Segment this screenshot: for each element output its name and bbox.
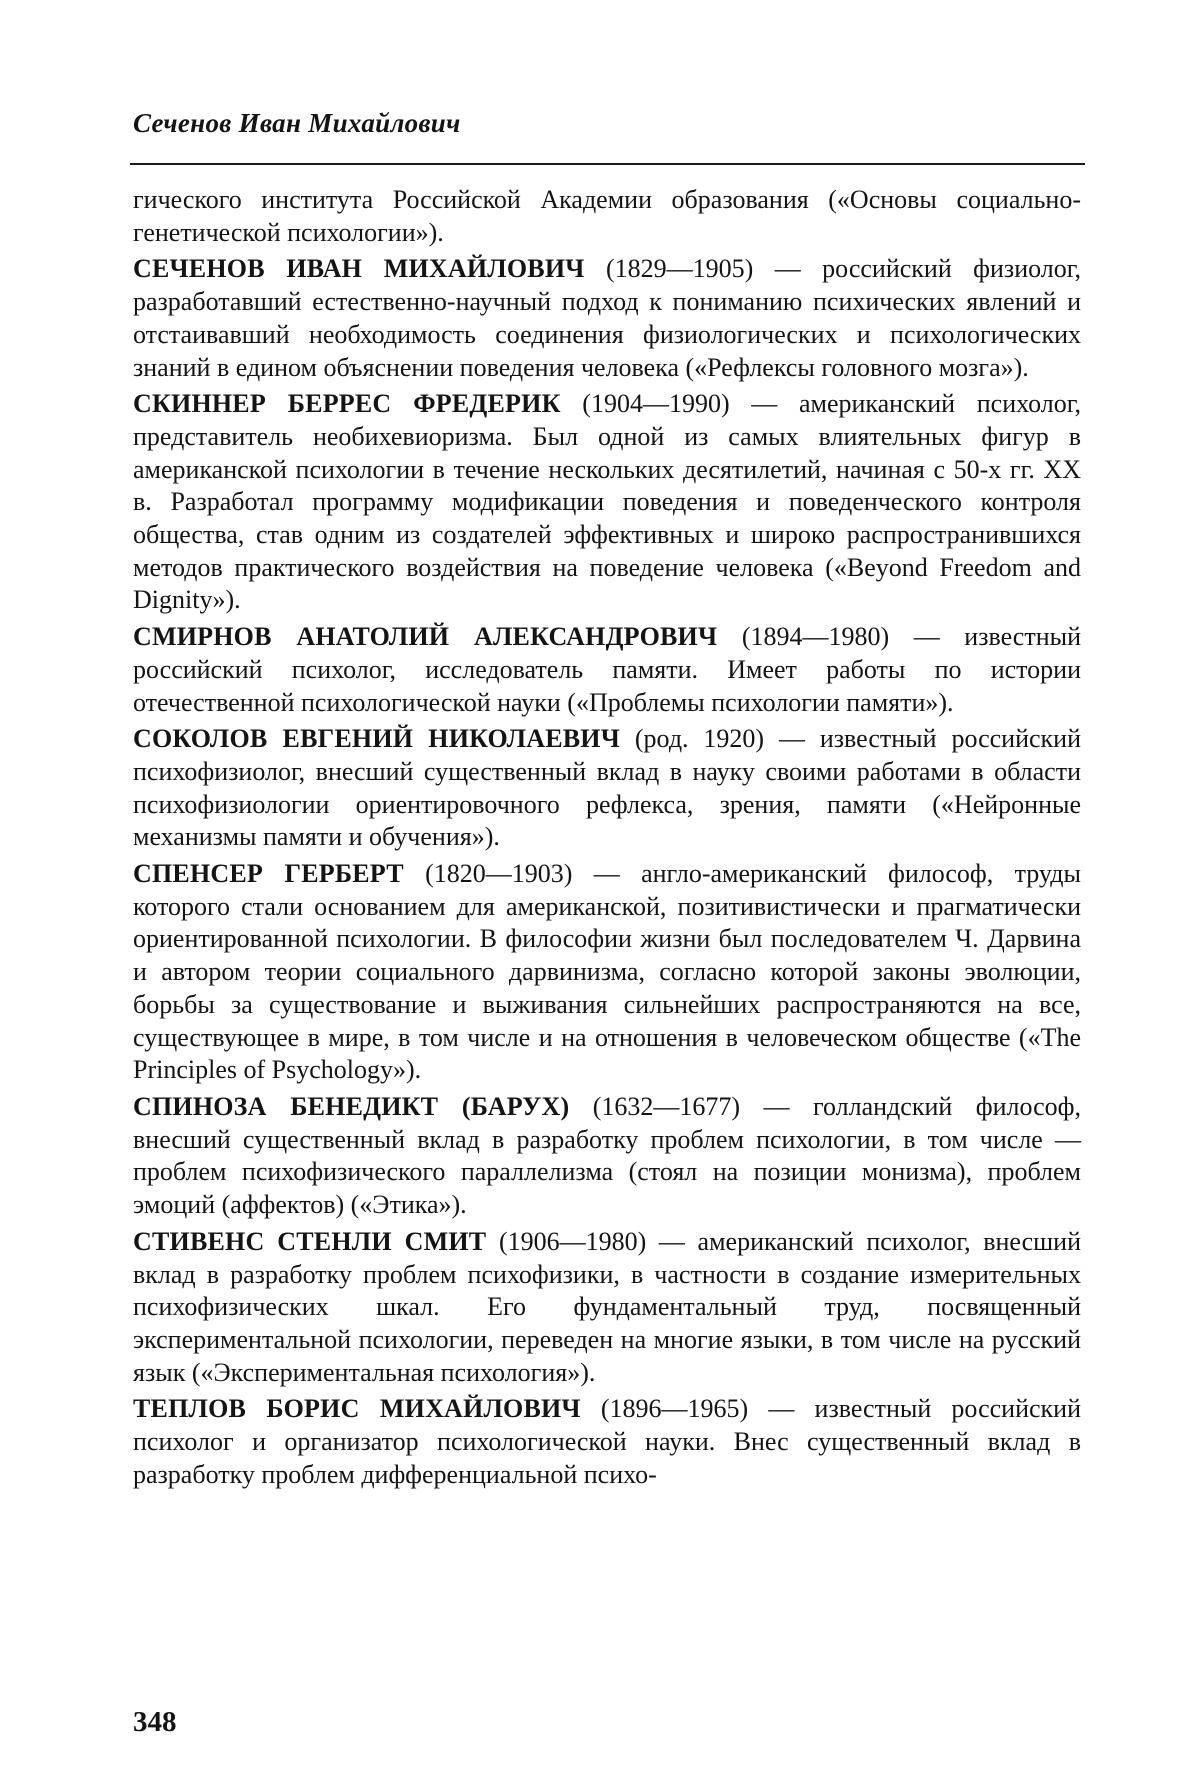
intro-paragraph: гического института Российской Академии образования («Основы социально-генетической психологии»). [133, 184, 1081, 249]
entry-text: (1820—1903) — англо-американский философ, труды которого стали основанием для американской, позитивистически и прагматически ориентированной психологии. В философии жизни был последователем Ч. Дарвина и автором теории социального дарвинизма, согласно которой законы эволюции, борьбы за существование и выживания сильнейших распространяются на все, существующее в мире, в том числе и на отношения в человеческом обществе («The Principles of Psychology»). [133, 859, 1081, 1084]
entry-text: (1906—1980) — американский психолог, внесший вклад в разработку проблем психофизики, в частности в создание измерительных психофизических шкал. Его фундаментальный труд, посвященный экспериментальной психологии, переведен на многие языки, в том числе на русский язык («Экспериментальная психология»). [133, 1227, 1081, 1387]
entry-smirnov [133, 621, 1081, 719]
page-number: 348 [133, 1706, 177, 1739]
entry-teplov [133, 1393, 1081, 1491]
entry-name: ТЕПЛОВ БОРИС МИХАЙЛОВИЧ [133, 1394, 581, 1423]
entry-spencer [133, 858, 1081, 1087]
entry-name: СОКОЛОВ ЕВГЕНИЙ НИКОЛАЕВИЧ [133, 724, 620, 753]
entry-sokolov [133, 723, 1081, 854]
entry-name: СМИРНОВ АНАТОЛИЙ АЛЕКСАНДРОВИЧ [133, 622, 717, 651]
entry-sechenov [133, 253, 1081, 384]
entry-text: (1829—1905) — российский физиолог, разработавший естественно-научный подход к пониманию психических явлений и отстаивавший необходимость соединения физиологических и психологических знаний в едином объяснении поведения человека («Рефлексы головного мозга»). [133, 254, 1081, 381]
entry-name: СПЕНСЕР ГЕРБЕРТ [133, 859, 404, 888]
entry-name: СКИННЕР БЕРРЕС ФРЕДЕРИК [133, 389, 561, 418]
entry-skinner [133, 388, 1081, 617]
page-body [133, 184, 1081, 1495]
entry-text: (род. 1920) — известный российский психофизиолог, внесший существенный вклад в науку своими работами в области психофизиологии ориентировочного рефлекса, зрения, памяти («Нейронные механизмы памяти и обучения»). [133, 724, 1081, 851]
entry-text: (1632—1677) — голландский философ, внесший существенный вклад в разработку проблем психологии, в том числе — проблем психофизического параллелизма (стоял на позиции монизма), проблем эмоций (аффектов) («Этика»). [133, 1092, 1081, 1219]
entry-text: (1896—1965) — известный российский психолог и организатор психологической науки. Внес существенный вклад в разработку проблем дифференциальной психо- [133, 1394, 1081, 1488]
entry-name: СТИВЕНС СТЕНЛИ СМИТ [133, 1227, 486, 1256]
entry-name: СЕЧЕНОВ ИВАН МИХАЙЛОВИЧ [133, 254, 585, 283]
entry-text: (1894—1980) — известный российский психолог, исследователь памяти. Имеет работы по истории отечественной психологической науки («Проблемы психологии памяти»). [133, 622, 1081, 716]
running-head: Сеченов Иван Михайлович [133, 108, 461, 139]
entry-spinoza [133, 1091, 1081, 1222]
entry-name: СПИНОЗА БЕНЕДИКТ (БАРУХ) [133, 1092, 569, 1121]
header-rule [130, 163, 1085, 165]
document-page [0, 0, 1200, 1792]
entry-stevens [133, 1226, 1081, 1390]
entry-text: (1904—1990) — американский психолог, представитель необихевиоризма. Был одной из самых влиятельных фигур в американской психологии в течение нескольких десятилетий, начиная с 50-х гг. XX в. Разработал программу модификации поведения и поведенческого контроля общества, став одним из создателей эффективных и широко распространившихся методов практического воздействия на поведение человека («Beyond Freedom and Dignity»). [133, 389, 1081, 614]
